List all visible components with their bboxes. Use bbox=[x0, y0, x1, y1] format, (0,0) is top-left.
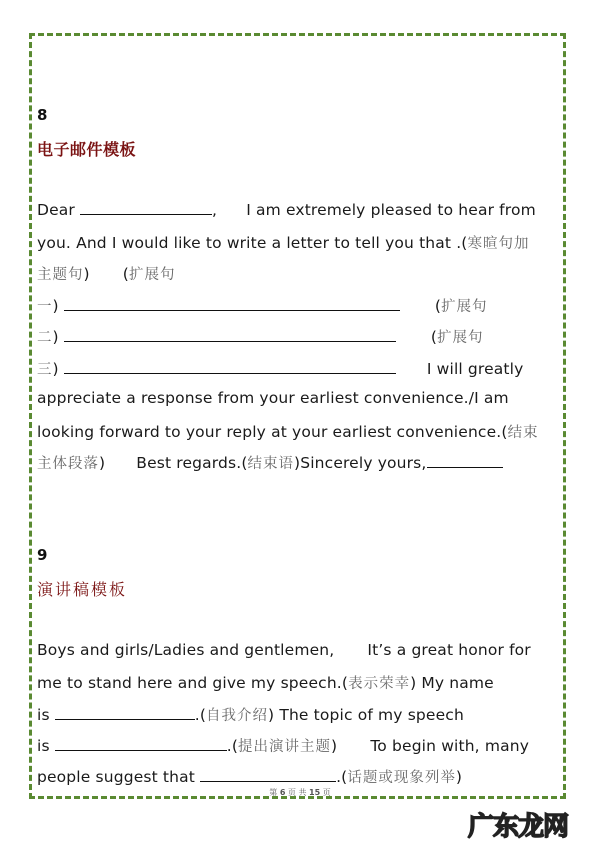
annotation: 表示荣幸 bbox=[348, 676, 411, 692]
speech-line-2 bbox=[37, 672, 494, 693]
text: is bbox=[37, 706, 50, 724]
annotation: 结束 bbox=[507, 425, 539, 441]
section-title-speech-template: 演讲稿模板 bbox=[37, 580, 128, 599]
text: .( bbox=[194, 706, 207, 724]
email-line-3 bbox=[37, 263, 175, 284]
footer-text: 页 bbox=[322, 788, 331, 797]
text: ) bbox=[455, 768, 463, 786]
text: ) The topic of my speech bbox=[268, 706, 464, 724]
text: ( bbox=[434, 297, 442, 315]
text: Best regards.( bbox=[136, 454, 248, 472]
footer-text: 第 bbox=[269, 788, 278, 797]
annotation: 扩展句 bbox=[437, 330, 484, 346]
list-prefix: 三 bbox=[37, 362, 53, 378]
text: you. And I would like to write a letter to tell you that .( bbox=[37, 234, 468, 252]
text: ( bbox=[122, 265, 129, 283]
annotation: 扩展句 bbox=[441, 299, 488, 315]
speech-line-3 bbox=[37, 704, 464, 725]
text: .( bbox=[226, 737, 239, 755]
text: ) bbox=[52, 328, 59, 346]
expansion-blank-3 bbox=[64, 372, 396, 374]
footer-text: 页 共 bbox=[287, 788, 307, 797]
text: It’s a great honor for bbox=[367, 641, 531, 659]
name-blank bbox=[55, 718, 195, 720]
text: is bbox=[37, 737, 50, 755]
current-page: 6 bbox=[279, 788, 286, 797]
annotation: 提出演讲主题 bbox=[238, 739, 332, 755]
email-line-5 bbox=[37, 326, 484, 347]
speech-line-4 bbox=[37, 735, 529, 756]
expansion-blank-2 bbox=[64, 340, 396, 342]
text: I am extremely pleased to hear from bbox=[246, 201, 536, 219]
text: ) My name bbox=[410, 674, 494, 692]
email-line-8 bbox=[37, 421, 539, 442]
annotation: 结束语 bbox=[247, 456, 295, 472]
watermark-logo: 广东龙网 bbox=[468, 812, 569, 842]
total-pages: 15 bbox=[309, 788, 321, 797]
email-line-4 bbox=[37, 295, 488, 316]
text: I will greatly bbox=[426, 360, 524, 378]
signature-blank bbox=[427, 466, 503, 468]
phenomenon-blank bbox=[200, 780, 336, 782]
annotation: 扩展句 bbox=[128, 267, 176, 283]
text: ) bbox=[83, 265, 90, 283]
text: ) bbox=[331, 737, 338, 755]
email-line-1 bbox=[37, 201, 536, 219]
text: To begin with, many bbox=[370, 737, 530, 755]
text: people suggest that bbox=[37, 768, 195, 786]
text: ( bbox=[430, 328, 438, 346]
annotation: 话题或现象列举 bbox=[347, 770, 456, 786]
annotation: 主体段落 bbox=[37, 456, 99, 472]
annotation: 寒暄句加 bbox=[467, 236, 530, 252]
section-title-email-template: 电子邮件模板 bbox=[37, 140, 137, 159]
email-line-7 bbox=[37, 389, 509, 407]
speech-line-1 bbox=[37, 641, 531, 659]
text: .( bbox=[336, 768, 348, 786]
text: ) bbox=[99, 454, 106, 472]
section-number-8: 8 bbox=[37, 106, 48, 124]
email-line-6 bbox=[37, 358, 523, 379]
speech-line-5 bbox=[37, 766, 462, 787]
list-prefix: 一 bbox=[37, 299, 53, 315]
text: Dear bbox=[37, 201, 75, 219]
page-footer bbox=[0, 787, 600, 798]
text: appreciate a response from your earliest convenience./I am bbox=[37, 389, 509, 407]
text: , bbox=[212, 201, 218, 219]
annotation: 主题句 bbox=[37, 267, 84, 283]
recipient-blank bbox=[80, 213, 212, 215]
list-prefix: 二 bbox=[37, 330, 53, 346]
text: ) bbox=[52, 297, 59, 315]
text: looking forward to your reply at your earliest convenience.( bbox=[37, 423, 508, 441]
text: me to stand here and give my speech.( bbox=[37, 674, 349, 692]
expansion-blank-1 bbox=[64, 309, 400, 311]
text: )Sincerely yours, bbox=[294, 454, 427, 472]
annotation: 自我介绍 bbox=[206, 708, 269, 724]
text: ) bbox=[52, 360, 59, 378]
email-line-9 bbox=[37, 452, 503, 473]
section-number-9: 9 bbox=[37, 546, 48, 564]
email-line-2 bbox=[37, 232, 530, 253]
topic-blank bbox=[55, 749, 227, 751]
text: Boys and girls/Ladies and gentlemen, bbox=[37, 641, 335, 659]
